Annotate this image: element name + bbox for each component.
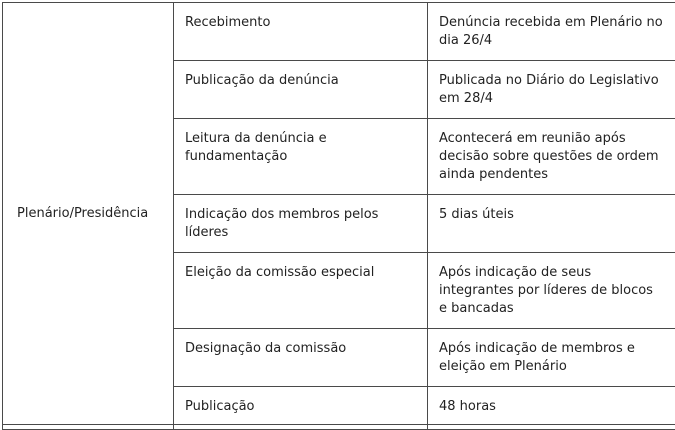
value-cell: 5 dias úteis	[428, 195, 675, 253]
step-cell: Designação da comissão	[174, 329, 428, 387]
value-cell: 48 horas	[428, 387, 675, 425]
step-cell: Eleição da comissão especial	[174, 253, 428, 329]
step-cell: Leitura da denúncia e fundamentação	[174, 119, 428, 195]
group-cell-plenario-presidencia: Plenário/Presidência	[3, 3, 174, 425]
step-cell: Recebimento	[174, 3, 428, 61]
value-cell: Acontecerá em reunião após decisão sobre questões de ordem ainda pendentes	[428, 119, 675, 195]
partial-cell	[3, 425, 174, 430]
step-cell: Indicação dos membros pelos líderes	[174, 195, 428, 253]
table-row-partial	[3, 425, 675, 430]
step-cell: Publicação da denúncia	[174, 61, 428, 119]
value-cell: Após indicação de seus integrantes por líderes de blocos e bancadas	[428, 253, 675, 329]
partial-cell	[428, 425, 675, 430]
partial-cell	[174, 425, 428, 430]
step-cell: Publicação	[174, 387, 428, 425]
value-cell: Denúncia recebida em Plenário no dia 26/4	[428, 3, 675, 61]
value-cell: Publicada no Diário do Legislativo em 28/4	[428, 61, 675, 119]
table-row	[3, 3, 675, 61]
procedure-table	[2, 2, 675, 430]
value-cell: Após indicação de membros e eleição em Plenário	[428, 329, 675, 387]
